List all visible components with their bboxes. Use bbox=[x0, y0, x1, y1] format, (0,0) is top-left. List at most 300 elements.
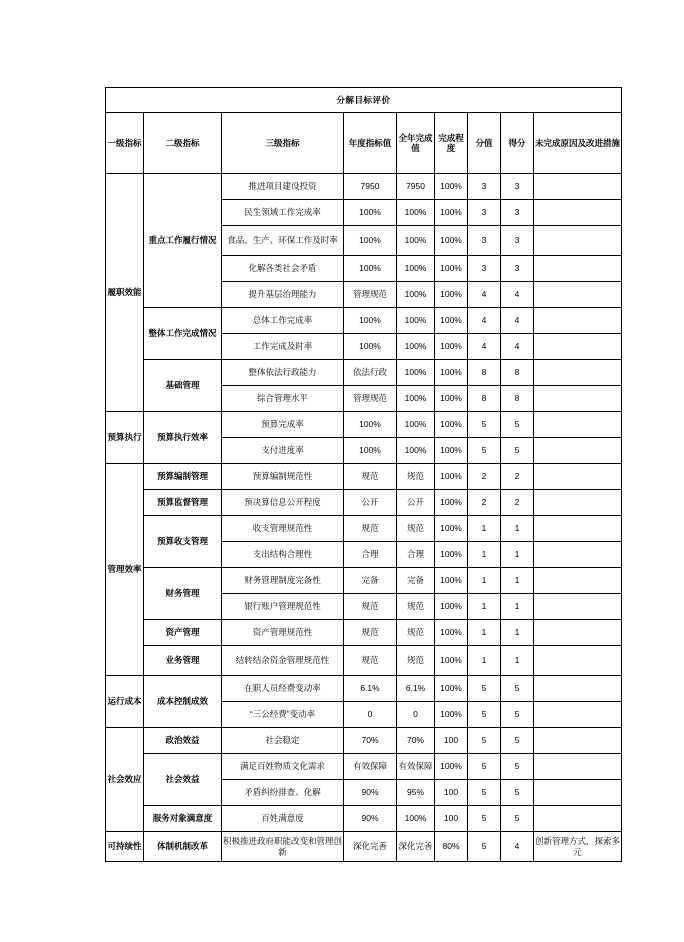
level3-indicator-text: 食品、生产、环保工作及时率 bbox=[227, 235, 338, 246]
annual-target-value bbox=[344, 256, 397, 282]
table-row bbox=[106, 806, 622, 832]
earned-score: 8 bbox=[501, 386, 534, 412]
earned-score: 4 bbox=[501, 832, 534, 862]
earned-score: 1 bbox=[501, 568, 534, 594]
level3-indicator bbox=[222, 282, 344, 308]
annual-target-value-text: 规范 bbox=[361, 601, 379, 612]
level1-indicator: 履职效能 bbox=[106, 174, 144, 412]
level3-indicator-text: 积极推进政府职能改变和管理创新 bbox=[223, 836, 342, 857]
earned-score: 5 bbox=[501, 438, 534, 464]
table-row bbox=[106, 490, 622, 516]
table-row bbox=[106, 832, 622, 862]
annual-actual-value-text: 规范 bbox=[406, 627, 424, 638]
annual-actual-value bbox=[397, 754, 435, 780]
annual-target-value-text: 100% bbox=[359, 235, 381, 246]
completion-degree: 80% bbox=[435, 832, 468, 862]
annual-actual-value bbox=[397, 568, 435, 594]
annual-actual-value-text: 深化完善 bbox=[398, 841, 433, 852]
improvement-note bbox=[534, 568, 622, 594]
earned-score: 1 bbox=[501, 516, 534, 542]
annual-target-value-text: 完备 bbox=[361, 575, 379, 586]
earned-score: 5 bbox=[501, 676, 534, 702]
point-value: 5 bbox=[468, 438, 501, 464]
annual-target-value bbox=[344, 754, 397, 780]
level2-indicator: 基础管理 bbox=[144, 360, 222, 412]
annual-actual-value-text: 合理 bbox=[406, 549, 424, 560]
annual-target-value-text: 公开 bbox=[361, 497, 379, 508]
level3-indicator bbox=[222, 226, 344, 256]
level3-indicator-text: 推进项目建设投资 bbox=[248, 181, 317, 192]
table-row bbox=[106, 360, 622, 386]
level3-indicator-text: 提升基层治理能力 bbox=[248, 289, 317, 300]
annual-target-value-text: 规范 bbox=[361, 655, 379, 666]
level3-indicator bbox=[222, 568, 344, 594]
annual-actual-value bbox=[397, 780, 435, 806]
level3-indicator bbox=[222, 360, 344, 386]
earned-score: 5 bbox=[501, 780, 534, 806]
level3-indicator bbox=[222, 620, 344, 646]
earned-score: 5 bbox=[501, 412, 534, 438]
annual-target-value bbox=[344, 676, 397, 702]
column-header-target: 年度指标值 bbox=[344, 113, 397, 174]
annual-actual-value bbox=[397, 490, 435, 516]
level3-indicator bbox=[222, 200, 344, 226]
document-title: 分解目标评价 bbox=[106, 88, 622, 113]
table-row bbox=[106, 646, 622, 676]
level3-indicator-text: “三公经费”变动率 bbox=[249, 709, 316, 720]
level3-indicator bbox=[222, 806, 344, 832]
annual-actual-value bbox=[397, 282, 435, 308]
annual-actual-value-text: 100% bbox=[404, 445, 427, 456]
earned-score: 5 bbox=[501, 806, 534, 832]
earned-score: 5 bbox=[501, 728, 534, 754]
completion-degree: 100 bbox=[435, 806, 468, 832]
improvement-note bbox=[534, 728, 622, 754]
level3-indicator-text: 综合管理水平 bbox=[256, 393, 308, 404]
completion-degree: 100% bbox=[435, 412, 468, 438]
level3-indicator-text: 化解各类社会矛盾 bbox=[248, 263, 317, 274]
annual-actual-value-text: 100% bbox=[404, 263, 427, 274]
point-value: 1 bbox=[468, 646, 501, 676]
point-value: 3 bbox=[468, 256, 501, 282]
improvement-note bbox=[534, 806, 622, 832]
completion-degree: 100% bbox=[435, 308, 468, 334]
annual-target-value bbox=[344, 646, 397, 676]
completion-degree: 100% bbox=[435, 386, 468, 412]
improvement-note bbox=[534, 676, 622, 702]
annual-actual-value bbox=[397, 806, 435, 832]
level3-indicator-text: 银行账户管理规范性 bbox=[244, 601, 321, 612]
annual-actual-value bbox=[397, 334, 435, 360]
point-value: 3 bbox=[468, 200, 501, 226]
annual-target-value bbox=[344, 308, 397, 334]
annual-target-value-text: 有效保障 bbox=[352, 761, 387, 772]
level3-indicator-text: 百姓满意度 bbox=[261, 813, 304, 824]
point-value: 1 bbox=[468, 542, 501, 568]
improvement-note bbox=[534, 754, 622, 780]
annual-actual-value bbox=[397, 226, 435, 256]
annual-target-value-text: 7950 bbox=[360, 181, 380, 192]
annual-actual-value bbox=[397, 832, 435, 862]
table-row bbox=[106, 620, 622, 646]
level3-indicator bbox=[222, 256, 344, 282]
level3-indicator bbox=[222, 490, 344, 516]
level3-indicator bbox=[222, 308, 344, 334]
completion-degree: 100% bbox=[435, 174, 468, 200]
annual-target-value-text: 100% bbox=[359, 207, 381, 218]
level3-indicator bbox=[222, 386, 344, 412]
annual-actual-value bbox=[397, 308, 435, 334]
annual-actual-value-text: 6.1% bbox=[405, 683, 426, 694]
annual-actual-value-text: 95% bbox=[406, 787, 424, 798]
point-value: 5 bbox=[468, 676, 501, 702]
point-value: 3 bbox=[468, 226, 501, 256]
point-value: 8 bbox=[468, 386, 501, 412]
earned-score: 3 bbox=[501, 174, 534, 200]
decomposed-target-evaluation-table bbox=[105, 87, 622, 862]
level3-indicator-text: 财务管理制度完备性 bbox=[244, 575, 321, 586]
level2-indicator: 整体工作完成情况 bbox=[144, 308, 222, 360]
point-value: 4 bbox=[468, 282, 501, 308]
earned-score: 4 bbox=[501, 334, 534, 360]
annual-target-value bbox=[344, 728, 397, 754]
point-value: 5 bbox=[468, 806, 501, 832]
completion-degree: 100% bbox=[435, 676, 468, 702]
column-header-points: 分值 bbox=[468, 113, 501, 174]
level3-indicator bbox=[222, 646, 344, 676]
annual-actual-value-text: 规范 bbox=[406, 523, 424, 534]
annual-target-value-text: 100% bbox=[359, 315, 381, 326]
annual-actual-value bbox=[397, 412, 435, 438]
completion-degree: 100% bbox=[435, 200, 468, 226]
annual-actual-value bbox=[397, 200, 435, 226]
annual-target-value-text: 管理规范 bbox=[352, 289, 387, 300]
level2-indicator: 重点工作履行情况 bbox=[144, 174, 222, 308]
annual-target-value bbox=[344, 334, 397, 360]
annual-actual-value-text: 规范 bbox=[406, 471, 424, 482]
earned-score: 2 bbox=[501, 464, 534, 490]
annual-target-value bbox=[344, 412, 397, 438]
annual-actual-value-text: 100% bbox=[404, 235, 427, 246]
level3-indicator-text: 支付进度率 bbox=[261, 445, 304, 456]
annual-actual-value-text: 完备 bbox=[406, 575, 424, 586]
column-header-actual: 全年完成值 bbox=[397, 113, 435, 174]
annual-target-value-text: 100% bbox=[359, 263, 381, 274]
completion-degree: 100% bbox=[435, 438, 468, 464]
level2-indicator: 体制机制改革 bbox=[144, 832, 222, 862]
annual-actual-value-text: 0 bbox=[413, 709, 418, 720]
annual-target-value bbox=[344, 594, 397, 620]
point-value: 5 bbox=[468, 702, 501, 728]
improvement-note bbox=[534, 594, 622, 620]
level3-indicator-text: 支出结构合理性 bbox=[252, 549, 313, 560]
point-value: 2 bbox=[468, 464, 501, 490]
annual-target-value-text: 6.1% bbox=[360, 683, 380, 694]
level3-indicator bbox=[222, 754, 344, 780]
improvement-note bbox=[534, 174, 622, 200]
point-value: 5 bbox=[468, 832, 501, 862]
earned-score: 1 bbox=[501, 542, 534, 568]
improvement-note bbox=[534, 438, 622, 464]
point-value: 1 bbox=[468, 594, 501, 620]
annual-target-value-text: 规范 bbox=[361, 627, 379, 638]
earned-score: 4 bbox=[501, 308, 534, 334]
improvement-note bbox=[534, 646, 622, 676]
annual-actual-value bbox=[397, 256, 435, 282]
earned-score: 2 bbox=[501, 490, 534, 516]
improvement-note bbox=[534, 334, 622, 360]
annual-actual-value-text: 规范 bbox=[406, 655, 424, 666]
point-value: 2 bbox=[468, 490, 501, 516]
level3-indicator-text: 结转结余资金管理规范性 bbox=[235, 655, 330, 666]
point-value: 1 bbox=[468, 620, 501, 646]
earned-score: 3 bbox=[501, 226, 534, 256]
annual-actual-value bbox=[397, 542, 435, 568]
improvement-note bbox=[534, 542, 622, 568]
improvement-note bbox=[534, 256, 622, 282]
improvement-note bbox=[534, 308, 622, 334]
annual-actual-value-text: 100% bbox=[404, 367, 427, 378]
annual-actual-value-text: 100% bbox=[404, 813, 427, 824]
annual-actual-value-text: 100% bbox=[404, 289, 427, 300]
point-value: 3 bbox=[468, 174, 501, 200]
level3-indicator-text: 满足百姓物质文化需求 bbox=[239, 761, 325, 772]
improvement-note bbox=[534, 516, 622, 542]
annual-actual-value bbox=[397, 728, 435, 754]
point-value: 1 bbox=[468, 516, 501, 542]
annual-target-value-text: 100% bbox=[359, 445, 381, 456]
annual-actual-value-text: 100% bbox=[404, 393, 427, 404]
annual-target-value-text: 合理 bbox=[361, 549, 379, 560]
level3-indicator bbox=[222, 728, 344, 754]
annual-target-value bbox=[344, 542, 397, 568]
level3-indicator bbox=[222, 676, 344, 702]
level1-indicator: 预算执行 bbox=[106, 412, 144, 464]
level2-indicator: 预算执行效率 bbox=[144, 412, 222, 464]
point-value: 1 bbox=[468, 568, 501, 594]
improvement-note bbox=[534, 780, 622, 806]
level3-indicator bbox=[222, 780, 344, 806]
annual-actual-value bbox=[397, 594, 435, 620]
annual-target-value-text: 0 bbox=[367, 709, 373, 720]
column-header-level2: 二级指标 bbox=[144, 113, 222, 174]
annual-target-value bbox=[344, 200, 397, 226]
annual-actual-value bbox=[397, 464, 435, 490]
level2-indicator: 预算收支管理 bbox=[144, 516, 222, 568]
point-value: 4 bbox=[468, 308, 501, 334]
annual-actual-value bbox=[397, 438, 435, 464]
improvement-note bbox=[534, 490, 622, 516]
improvement-note bbox=[534, 620, 622, 646]
point-value: 5 bbox=[468, 780, 501, 806]
level1-indicator: 管理效率 bbox=[106, 464, 144, 676]
annual-actual-value bbox=[397, 702, 435, 728]
improvement-note bbox=[534, 226, 622, 256]
level3-indicator bbox=[222, 174, 344, 200]
column-header-score: 得分 bbox=[501, 113, 534, 174]
level3-indicator bbox=[222, 542, 344, 568]
point-value: 5 bbox=[468, 412, 501, 438]
completion-degree: 100% bbox=[435, 568, 468, 594]
table-row bbox=[106, 728, 622, 754]
earned-score: 3 bbox=[501, 256, 534, 282]
improvement-note-text: 创新管理方式，探索多元 bbox=[535, 836, 621, 857]
improvement-note bbox=[534, 360, 622, 386]
annual-target-value-text: 90% bbox=[361, 813, 379, 824]
annual-target-value-text: 100% bbox=[359, 341, 381, 352]
title-row bbox=[106, 88, 622, 113]
table-body bbox=[106, 88, 622, 862]
completion-degree: 100 bbox=[435, 780, 468, 806]
completion-degree: 100% bbox=[435, 702, 468, 728]
level3-indicator bbox=[222, 594, 344, 620]
annual-actual-value-text: 100% bbox=[404, 315, 427, 326]
level3-indicator bbox=[222, 516, 344, 542]
level2-indicator: 政治效益 bbox=[144, 728, 222, 754]
level3-indicator bbox=[222, 438, 344, 464]
annual-target-value bbox=[344, 174, 397, 200]
earned-score: 8 bbox=[501, 360, 534, 386]
table-row bbox=[106, 676, 622, 702]
completion-degree: 100% bbox=[435, 620, 468, 646]
completion-degree: 100% bbox=[435, 542, 468, 568]
completion-degree: 100% bbox=[435, 516, 468, 542]
level1-indicator: 可持续性 bbox=[106, 832, 144, 862]
annual-actual-value-text: 7950 bbox=[406, 181, 425, 192]
level2-indicator: 财务管理 bbox=[144, 568, 222, 620]
header-row bbox=[106, 113, 622, 174]
completion-degree: 100% bbox=[435, 226, 468, 256]
evaluation-sheet bbox=[105, 87, 621, 862]
annual-target-value-text: 规范 bbox=[361, 523, 379, 534]
level3-indicator bbox=[222, 464, 344, 490]
improvement-note bbox=[534, 282, 622, 308]
level2-indicator: 业务管理 bbox=[144, 646, 222, 676]
table-row bbox=[106, 174, 622, 200]
annual-target-value bbox=[344, 360, 397, 386]
improvement-note bbox=[534, 386, 622, 412]
completion-degree: 100% bbox=[435, 334, 468, 360]
improvement-note bbox=[534, 412, 622, 438]
annual-target-value bbox=[344, 516, 397, 542]
level2-indicator: 预算编制管理 bbox=[144, 464, 222, 490]
level2-indicator: 资产管理 bbox=[144, 620, 222, 646]
earned-score: 5 bbox=[501, 702, 534, 728]
table-row bbox=[106, 464, 622, 490]
completion-degree: 100% bbox=[435, 464, 468, 490]
level3-indicator-text: 预算完成率 bbox=[261, 419, 304, 430]
point-value: 4 bbox=[468, 334, 501, 360]
completion-degree: 100% bbox=[435, 256, 468, 282]
annual-actual-value bbox=[397, 174, 435, 200]
level3-indicator-text: 预决算信息公开程度 bbox=[244, 497, 321, 508]
completion-degree: 100% bbox=[435, 490, 468, 516]
annual-actual-value bbox=[397, 646, 435, 676]
annual-actual-value-text: 公开 bbox=[406, 497, 424, 508]
completion-degree: 100% bbox=[435, 646, 468, 676]
annual-actual-value-text: 规范 bbox=[406, 601, 424, 612]
annual-actual-value-text: 有效保障 bbox=[398, 761, 433, 772]
level3-indicator bbox=[222, 412, 344, 438]
level3-indicator-text: 在职人员经费变动率 bbox=[244, 683, 321, 694]
table-row bbox=[106, 754, 622, 780]
annual-target-value bbox=[344, 806, 397, 832]
improvement-note bbox=[534, 464, 622, 490]
annual-actual-value bbox=[397, 516, 435, 542]
completion-degree: 100% bbox=[435, 594, 468, 620]
level2-indicator: 社会效益 bbox=[144, 754, 222, 806]
level2-indicator: 预算监督管理 bbox=[144, 490, 222, 516]
annual-target-value bbox=[344, 490, 397, 516]
level2-indicator: 服务对象满意度 bbox=[144, 806, 222, 832]
level2-indicator: 成本控制成效 bbox=[144, 676, 222, 728]
annual-target-value bbox=[344, 780, 397, 806]
table-row bbox=[106, 308, 622, 334]
annual-target-value bbox=[344, 620, 397, 646]
level3-indicator-text: 收支管理规范性 bbox=[252, 523, 313, 534]
annual-actual-value bbox=[397, 386, 435, 412]
earned-score: 4 bbox=[501, 282, 534, 308]
level3-indicator-text: 整体依法行政能力 bbox=[248, 367, 317, 378]
annual-target-value-text: 70% bbox=[361, 735, 379, 746]
annual-target-value bbox=[344, 226, 397, 256]
level3-indicator-text: 民生领域工作完成率 bbox=[244, 207, 321, 218]
column-header-level1: 一级指标 bbox=[106, 113, 144, 174]
level3-indicator-text: 总体工作完成率 bbox=[252, 315, 313, 326]
annual-target-value-text: 100% bbox=[359, 419, 381, 430]
point-value: 5 bbox=[468, 754, 501, 780]
annual-target-value bbox=[344, 832, 397, 862]
level3-indicator-text: 预算编制规范性 bbox=[252, 471, 313, 482]
earned-score: 1 bbox=[501, 620, 534, 646]
level3-indicator-text: 工作完成及时率 bbox=[252, 341, 313, 352]
point-value: 5 bbox=[468, 728, 501, 754]
improvement-note bbox=[534, 702, 622, 728]
improvement-note bbox=[534, 200, 622, 226]
level1-indicator: 运行成本 bbox=[106, 676, 144, 728]
level3-indicator bbox=[222, 702, 344, 728]
annual-actual-value bbox=[397, 360, 435, 386]
level3-indicator bbox=[222, 334, 344, 360]
annual-target-value bbox=[344, 702, 397, 728]
earned-score: 5 bbox=[501, 754, 534, 780]
table-row bbox=[106, 412, 622, 438]
earned-score: 3 bbox=[501, 200, 534, 226]
annual-target-value-text: 规范 bbox=[361, 471, 379, 482]
column-header-completion: 完成程度 bbox=[435, 113, 468, 174]
earned-score: 1 bbox=[501, 646, 534, 676]
level3-indicator-text: 社会稳定 bbox=[265, 735, 300, 746]
annual-actual-value bbox=[397, 676, 435, 702]
annual-actual-value-text: 100% bbox=[404, 207, 427, 218]
table-row bbox=[106, 516, 622, 542]
annual-target-value bbox=[344, 438, 397, 464]
annual-actual-value-text: 100% bbox=[404, 419, 427, 430]
level3-indicator-text: 矛盾纠纷排查、化解 bbox=[244, 787, 321, 798]
annual-actual-value-text: 70% bbox=[406, 735, 424, 746]
annual-target-value-text: 依法行政 bbox=[352, 367, 387, 378]
table-row bbox=[106, 568, 622, 594]
earned-score: 1 bbox=[501, 594, 534, 620]
completion-degree: 100% bbox=[435, 282, 468, 308]
column-header-level3: 三级指标 bbox=[222, 113, 344, 174]
level3-indicator-text: 资产管理规范性 bbox=[252, 627, 313, 638]
level3-indicator bbox=[222, 832, 344, 862]
annual-target-value bbox=[344, 282, 397, 308]
annual-actual-value bbox=[397, 620, 435, 646]
annual-target-value bbox=[344, 464, 397, 490]
completion-degree: 100% bbox=[435, 754, 468, 780]
